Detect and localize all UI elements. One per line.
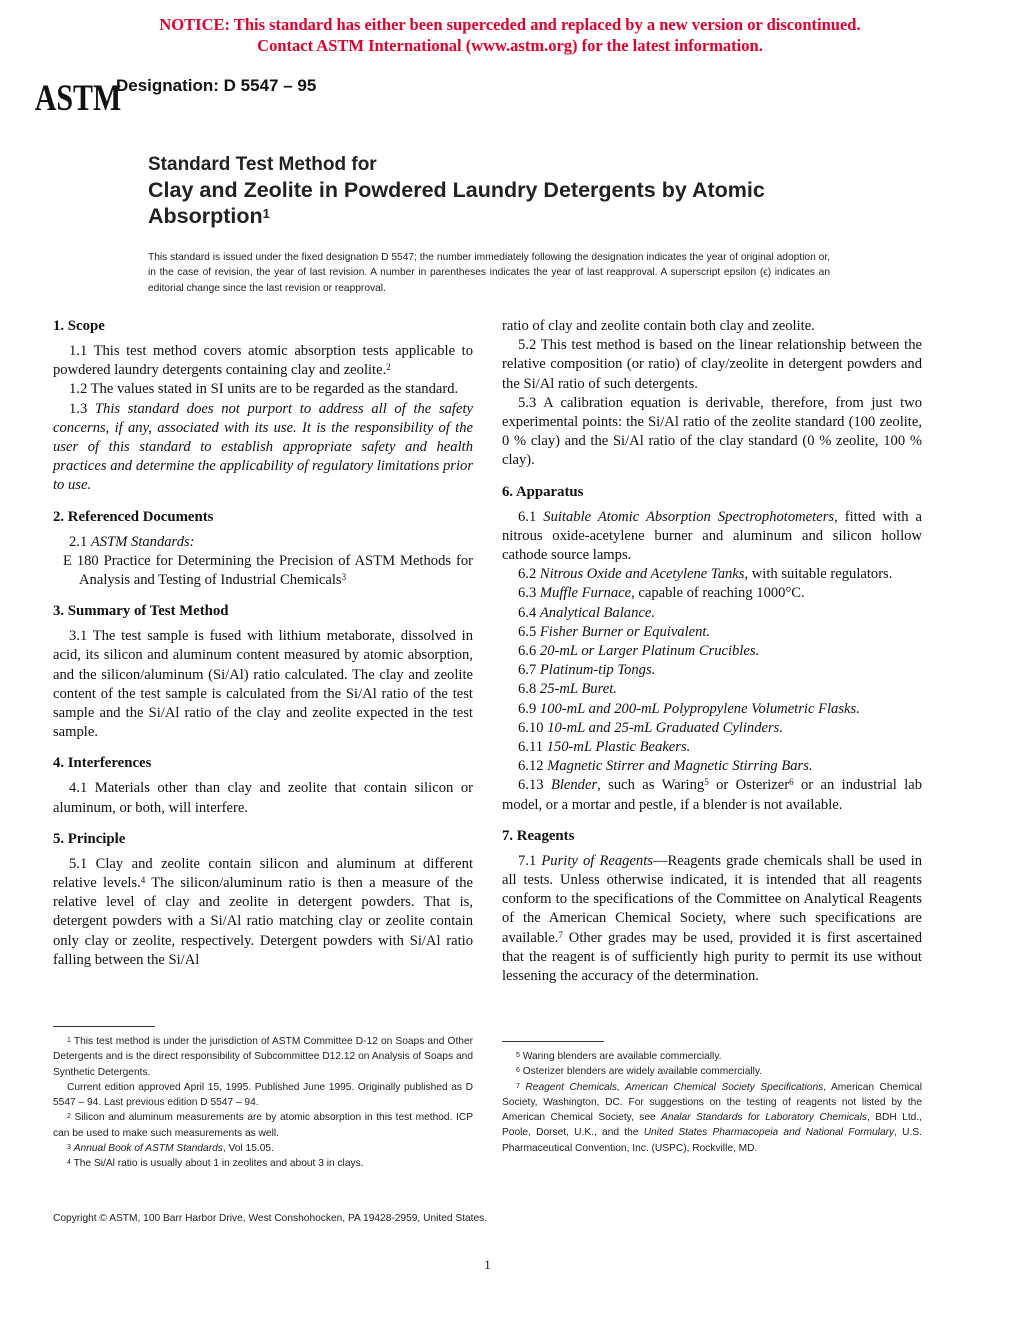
paragraph-1-2: 1.2 The values stated in SI units are to be regarded as the standard. — [69, 381, 459, 398]
right-column — [502, 317, 922, 986]
notice-banner — [0, 14, 1020, 56]
section-heading-summary: 3. Summary of Test Method — [53, 603, 229, 620]
footnote-1: $^1$ This test method is under the jurisdiction of ASTM Committee D-12 on Soaps and Other Detergents and is the direct responsibility of Subcommittee D12.12 on Analysis of Soaps and Synthetic Detergents. — [53, 1036, 473, 1078]
apparatus-item-6-4: 6.4 Analytical Balance. — [518, 604, 655, 621]
footnote-1-edition: Current edition approved April 15, 1995. Published June 1995. Originally published as D 5547 – 94. Last previous edition D 5547 – 94. — [53, 1081, 473, 1109]
section-heading-apparatus: 6. Apparatus — [502, 483, 584, 500]
paragraph-1-1: 1.1 This test method covers atomic absorption tests applicable to powdered laundry detergents containing clay and zeolite.$^2$ — [53, 343, 473, 379]
paragraph-5-1: 5.1 Clay and zeolite contain silicon and aluminum at different relative levels.$^4$ The silicon/aluminum ratio is then a measure of the relative level of clay and zeolite in detergent powders. That is, detergent powders with a Si/Al ratio matching clay or zeolite contain only clay or zeolite, respectively. Detergent powders with Si/Al ratio falling between the Si/Al — [53, 855, 473, 968]
footnote-4: $^4$ The Si/Al ratio is usually about 1 in zeolites and about 3 in clays. — [67, 1158, 364, 1170]
apparatus-item-6-13: 6.13 Blender, such as Waring$^5$ or Osterizer$^6$ or an industrial lab model, or a mortar and pestle, if a blender is not available. — [502, 777, 923, 813]
footnote-6: $^6$ Osterizer blenders are widely available commercially. — [516, 1066, 763, 1078]
apparatus-item-6-1: 6.1 Suitable Atomic Absorption Spectrophotometers, fitted with a nitrous oxide-acetylene burner and aluminum and silicon hollow cathode source lamps. — [502, 508, 923, 564]
paragraph-5-3: 5.3 A calibration equation is derivable, therefore, from just two experimental points: the Si/Al ratio of the zeolite standard (100 zeolite, 0 % clay) and the Si/Al ratio of the clay standard (0 % zeolite, 100 % clay). — [502, 394, 922, 469]
apparatus-item-6-8: 6.8 25-mL Buret. — [518, 681, 617, 698]
apparatus-item-6-9: 6.9 100-mL and 200-mL Polypropylene Volumetric Flasks. — [518, 700, 860, 717]
footnotes-right — [502, 1049, 922, 1156]
apparatus-item-6-11: 6.11 150-mL Plastic Beakers. — [518, 739, 691, 756]
footnote-rule-right — [502, 1041, 604, 1042]
apparatus-item-6-6: 6.6 20-mL or Larger Platinum Crucibles. — [518, 643, 760, 660]
left-column — [53, 317, 473, 970]
designation: Designation: D 5547 – 95 — [116, 76, 317, 95]
reference-e180: E 180 Practice for Determining the Precision of ASTM Methods for Analysis and Testing of Industrial Chemicals$^3$ — [63, 552, 473, 589]
paragraph-4-1: 4.1 Materials other than clay and zeolite that contain silicon or aluminum, or both, will interfere. — [53, 780, 473, 816]
footnote-5: $^5$ Waring blenders are available commercially. — [516, 1051, 722, 1062]
apparatus-item-6-10: 6.10 10-mL and 25-mL Graduated Cylinders. — [518, 719, 783, 736]
paragraph-2-1: 2.1 ASTM Standards: — [69, 533, 195, 550]
page-number: 1 — [484, 1257, 491, 1272]
title-line-1: Standard Test Method for — [148, 154, 377, 175]
apparatus-item-6-2: 6.2 Nitrous Oxide and Acetylene Tanks, with suitable regulators. — [518, 566, 893, 583]
section-heading-interferences: 4. Interferences — [53, 755, 152, 772]
section-heading-reagents: 7. Reagents — [502, 827, 575, 844]
copyright: Copyright © ASTM, 100 Barr Harbor Drive, West Conshohocken, PA 19428-2959, United States. — [53, 1213, 488, 1224]
apparatus-item-6-7: 6.7 Platinum-tip Tongs. — [518, 662, 656, 679]
issuance-note: This standard is issued under the fixed designation D 5547; the number immediately following the designation indicates the year of original adoption or, in the case of revision, the year of last revision. A number in parentheses indicates the year of last reapproval. A superscript epsilon (ϵ) indicates an editorial change since the last revision or reapproval. — [148, 252, 830, 294]
section-heading-scope: 1. Scope — [53, 318, 105, 334]
section-heading-principle: 5. Principle — [53, 830, 126, 847]
footnote-rule-left — [53, 1026, 155, 1027]
paragraph-3-1: 3.1 The test sample is fused with lithium metaborate, dissolved in acid, its silicon and aluminum content measured by atomic absorption, and the silicon/aluminum (Si/Al) ratio calculated. The clay and zeolite content of the test sample is calculated from the Si/Al ratio of the test sample and the Si/Al ratio of the clay and zeolite expected in the test sample. — [53, 628, 473, 741]
paragraph-7-1: 7.1 Purity of Reagents—Reagents grade chemicals shall be used in all tests. Unless otherwise indicated, it is intended that all reagents conform to the specifications of the Committee on Analytical Reagents of the American Chemical Society, where such specifications are available.$^7$ Other grades may be used, provided it is first ascertained that the reagent is of sufficiently high purity to permit its use without lessening the accuracy of the determination. — [502, 852, 922, 985]
footnotes-left — [53, 1034, 473, 1172]
apparatus-item-6-5: 6.5 Fisher Burner or Equivalent. — [518, 623, 711, 640]
astm-logo-text: ASTM — [34, 78, 122, 120]
paragraph-5-2: 5.2 This test method is based on the linear relationship between the relative composition (or ratio) of clay/zeolite in detergent powders and the Si/Al ratio of such detergents. — [502, 337, 922, 392]
paragraph-1-3: 1.3 This standard does not purport to address all of the safety concerns, if any, associated with its use. It is the responsibility of the user of this standard to establish appropriate safety and health practices and determine the applicability of regulatory limitations prior to use. — [53, 400, 473, 494]
footnote-3: $^3$ Annual Book of ASTM Standards, Vol 15.05. — [67, 1143, 274, 1155]
section-heading-referenced-documents: 2. Referenced Documents — [53, 508, 214, 525]
title-line-2: Clay and Zeolite in Powdered Laundry Detergents by Atomic — [148, 178, 765, 202]
footnote-2: $^2$ Silicon and aluminum measurements are by atomic absorption in this test method. ICP can be used to make such measurements as well. — [53, 1112, 473, 1139]
notice-line-1: NOTICE: This standard has either been superceded and replaced by a new version or discontinued. — [159, 15, 861, 34]
title-line-3: Absorption$^1$ — [148, 204, 270, 228]
astm-logo — [34, 74, 122, 120]
apparatus-item-6-12: 6.12 Magnetic Stirrer and Magnetic Stirring Bars. — [518, 758, 813, 775]
document-title — [148, 153, 765, 229]
paragraph-5-1-continued: ratio of clay and zeolite contain both clay and zeolite. — [502, 318, 815, 334]
footnote-7: $^7$ Reagent Chemicals, American Chemical Society Specifications, American Chemical Society, Washington, DC. For suggestions on the testing of reagents not listed by the American Chemical Society, see Analar Standards for Laboratory Chemicals, BDH Ltd., Poole, Dorset, U.K., and the United States Pharmacopeia and National Formulary, U.S. Pharmaceutical Convention, Inc. (USPC), Rockville, MD. — [502, 1081, 922, 1154]
notice-line-2: Contact ASTM International (www.astm.org) for the latest information. — [257, 36, 763, 55]
apparatus-item-6-3: 6.3 Muffle Furnace, capable of reaching 1000°C. — [518, 585, 805, 602]
